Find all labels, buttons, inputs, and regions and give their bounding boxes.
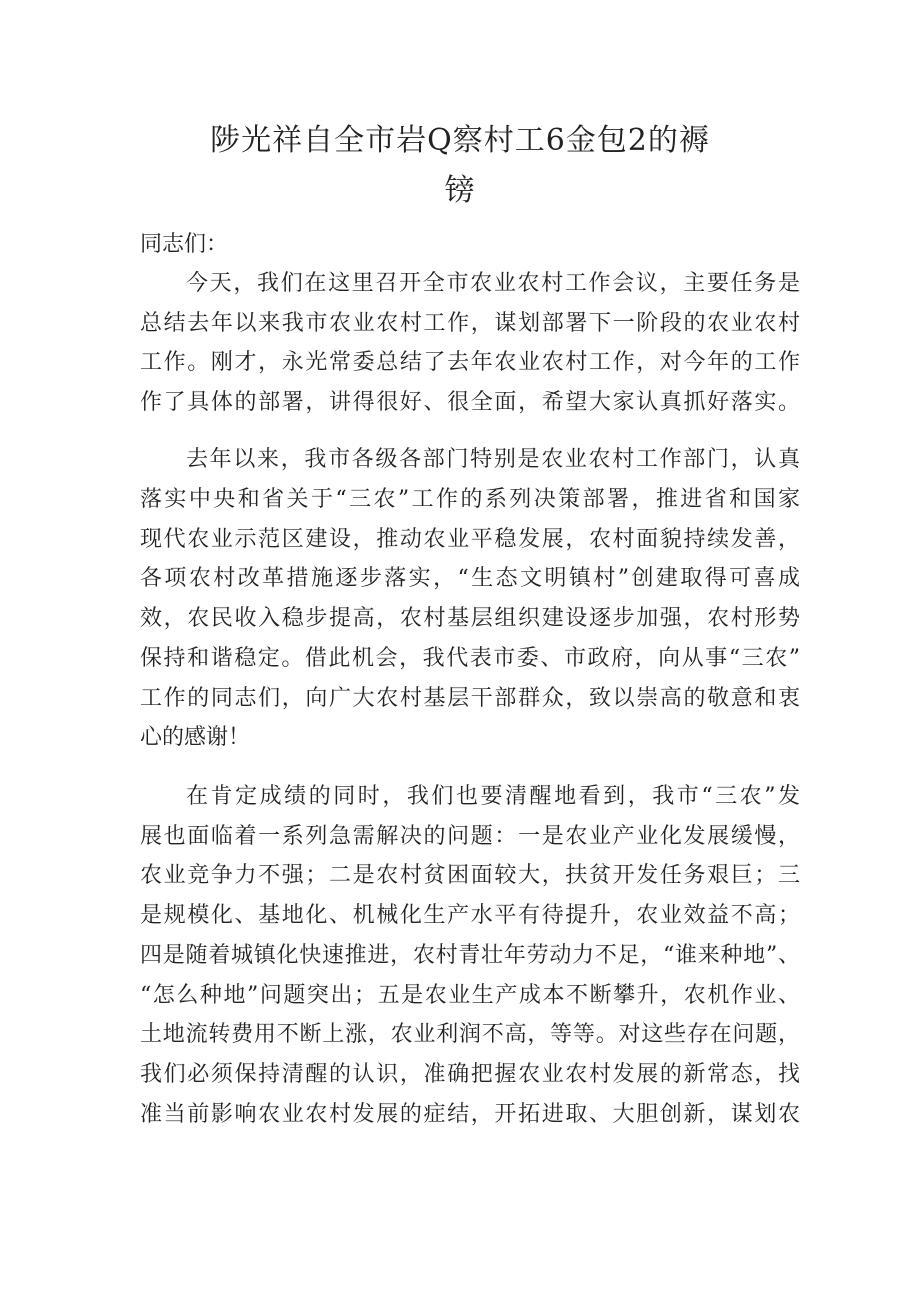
paragraph-3-line-8: 我们必须保持清醒的认识，准确把握农业农村发展的新常态，找: [140, 1062, 800, 1087]
paragraph-3-line-3: 农业竞争力不强；二是农村贫困面较大，扶贫开发任务艰巨；三: [140, 863, 800, 888]
paragraph-3-line-9: 准当前影响农业农村发展的症结，开拓进取、大胆创新，谋划农: [140, 1102, 800, 1127]
paragraph-2-line-2: 落实中央和省关于“三农”工作的系列决策部署，推进省和国家: [140, 487, 800, 512]
paragraph-3-line-7: 土地流转费用不断上涨，农业利润不高，等等。对这些存在问题，: [140, 1022, 800, 1047]
document-title-line-2: 镑: [444, 173, 476, 208]
paragraph-2-line-5: 效，农民收入稳步提高，农村基层组织建设逐步加强，农村形势: [140, 606, 800, 631]
paragraph-3-line-2: 展也面临着一系列急需解决的问题：一是农业产业化发展缓慢，: [140, 824, 800, 849]
paragraph-3-line-5: 四是随着城镇化快速推进，农村青壮年劳动力不足，“谁来种地”、: [140, 943, 800, 968]
paragraph-3-line-4: 是规模化、基地化、机械化生产水平有待提升，农业效益不高；: [140, 903, 800, 928]
paragraph-2-line-7: 工作的同志们，向广大农村基层干部群众，致以崇高的敬意和衷: [140, 686, 800, 711]
paragraph-2-line-4: 各项农村改革措施逐步落实，“生态文明镇村”创建取得可喜成: [140, 566, 800, 591]
paragraph-1-line-3: 工作。刚才，永光常委总结了去年农业农村工作，对今年的工作: [140, 350, 800, 375]
paragraph-1-line-4: 作了具体的部署，讲得很好、很全面，希望大家认真抓好落实。: [140, 390, 800, 415]
paragraph-2-line-6: 保持和谐稳定。借此机会，我代表市委、市政府，向从事“三农”: [140, 646, 800, 671]
paragraph-1-line-1: 今天，我们在这里召开全市农业农村工作会议，主要任务是: [186, 271, 800, 296]
paragraph-3-line-1: 在肯定成绩的同时，我们也要清醒地看到，我市“三农”发: [186, 784, 800, 809]
paragraph-3-line-6: “怎么种地”问题突出；五是农业生产成本不断攀升，农机作业、: [140, 983, 800, 1008]
paragraph-2-line-1: 去年以来，我市各级各部门特别是农业农村工作部门，认真: [186, 447, 800, 472]
paragraph-2-line-3: 现代农业示范区建设，推动农业平稳发展，农村面貌持续发善，: [140, 527, 800, 552]
paragraph-1-line-2: 总结去年以来我市农业农村工作，谋划部署下一阶段的农业农村: [140, 311, 800, 336]
paragraph-2-line-8: 心的感谢！: [140, 725, 251, 750]
document-title-line-1: 陟光祥自全市岩Q察村工6金包2的褥: [210, 123, 710, 158]
salutation: 同志们：: [140, 232, 229, 257]
